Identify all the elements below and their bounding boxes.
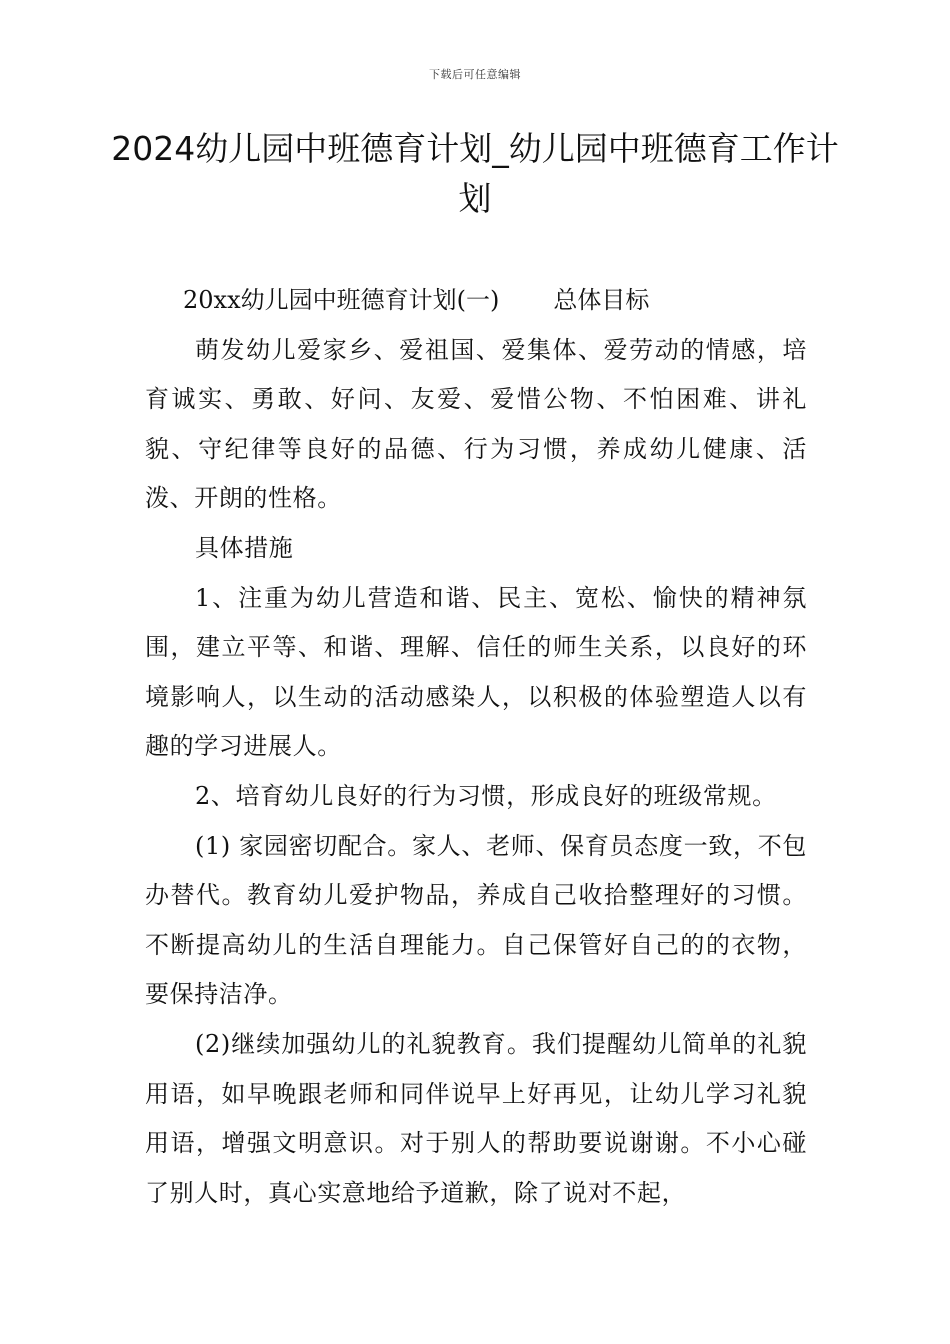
paragraph-measure-1: 1、注重为幼儿营造和谐、民主、宽松、愉快的精神氛围，建立平等、和谐、理解、信任的师生关系，以良好的环境影响人，以生动的活动感染人，以积极的体验塑造人以有趣的学习进展人。 — [145, 583, 807, 761]
paragraph-item-2: (2)继续加强幼儿的礼貌教育。我们提醒幼儿简单的礼貌用语，如早晚跟老师和同伴说早上好再见，让幼儿学习礼貌用语，增强文明意识。对于别人的帮助要说谢谢。不小心碰了别人时，真心实意地给予道歉，除了说对不起， — [145, 1029, 807, 1207]
paragraph-measures-heading: 具体措施 — [195, 533, 294, 562]
paragraph-item-1: (1) 家园密切配合。家人、老师、保育员态度一致，不包办替代。教育幼儿爱护物品，养成自己收拾整理好的习惯。不断提高幼儿的生活自理能力。自己保管好自己的的衣物，要保持洁净。 — [145, 831, 807, 1009]
section-heading — [145, 276, 807, 326]
document-title: 2024幼儿园中班德育计划_幼儿园中班德育工作计划 — [111, 129, 839, 218]
goal-label: 总体目标 — [553, 286, 650, 314]
paragraph-goal: 萌发幼儿爱家乡、爱祖国、爱集体、爱劳动的情感，培育诚实、勇敢、好问、友爱、爱惜公物、不怕困难、讲礼貌、守纪律等良好的品德、行为习惯，养成幼儿健康、活泼、开朗的性格。 — [145, 335, 807, 513]
header-note: 下载后可任意编辑 — [429, 68, 521, 81]
plan-label: 20xx幼儿园中班德育计划(一) — [183, 286, 500, 314]
paragraph-measure-2: 2、培育幼儿良好的行为习惯，形成良好的班级常规。 — [195, 781, 777, 810]
document-body — [145, 276, 807, 1218]
